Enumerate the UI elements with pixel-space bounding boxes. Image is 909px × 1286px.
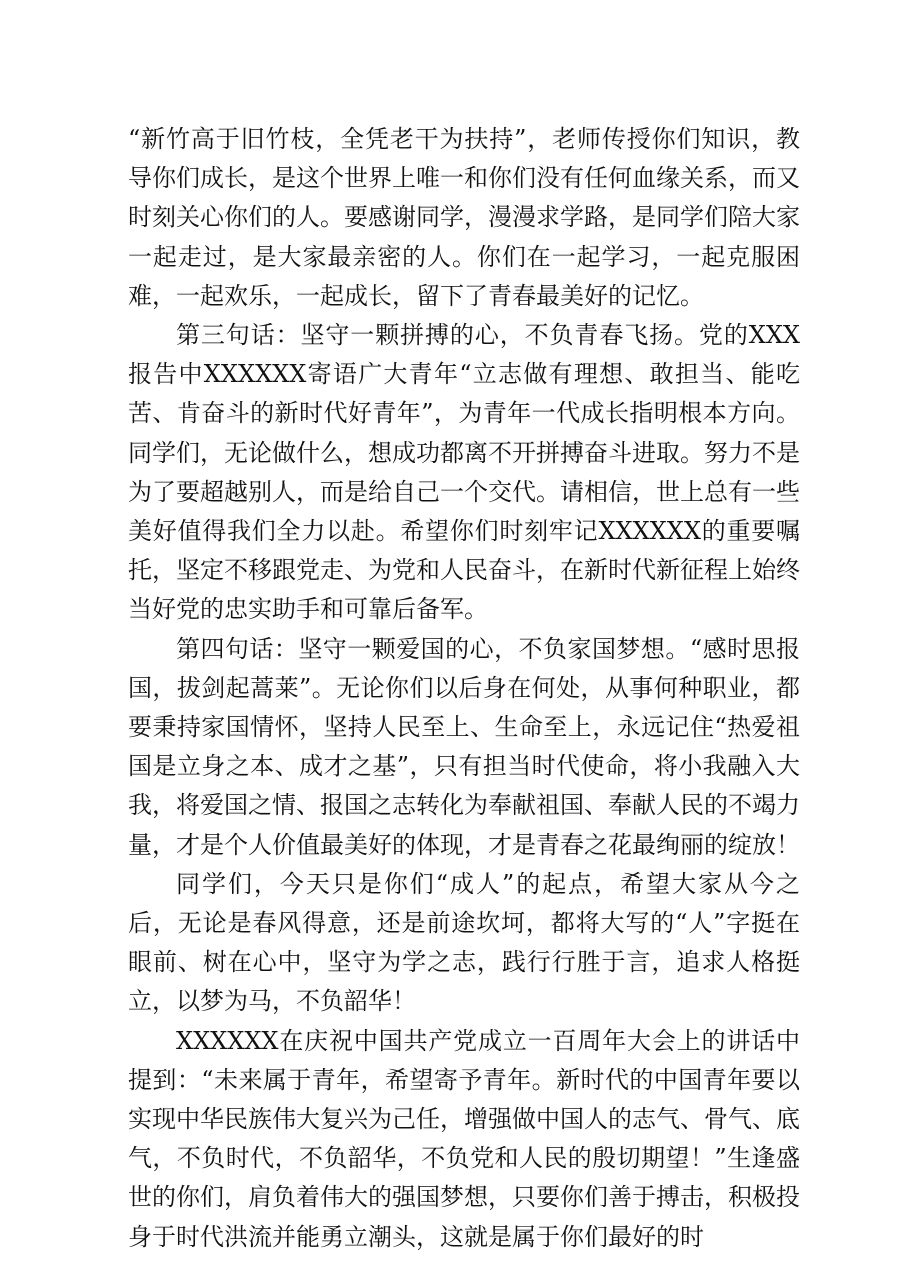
paragraph-centenary-quote: XXXXXX在庆祝中国共产党成立一百周年大会上的讲话中提到：“未来属于青年，希望寄予青年。新时代的中国青年要以实现中华民族伟大复兴为己任，增强做中国人的志气、骨气、底气，不负时代，不负韶华，不负党和人民的殷切期望！”生逢盛世的你们，肩负着伟大的强国梦想，只要你们善于搏击，积极投身于时代洪流并能勇立潮头，这就是属于你们最好的时 <box>128 1026 800 1251</box>
paragraph-third-point: 第三句话：坚守一颗拼搏的心，不负青春飞扬。党的XXX报告中XXXXXX寄语广大青年“立志做有理想、敢担当、能吃苦、肯奋斗的新时代好青年”，为青年一代成长指明根本方向。同学们，无论做什么，想成功都离不开拼搏奋斗进取。努力不是为了要超越别人，而是给自己一个交代。请相信，世上总有一些美好值得我们全力以赴。希望你们时刻牢记XXXXXX的重要嘱托，坚定不移跟党走、为党和人民奋斗，在新时代新征程上始终当好党的忠实助手和可靠后备军。 <box>128 321 800 624</box>
document-body <box>128 120 800 1257</box>
paragraph-teachers-classmates: “新竹高于旧竹枝，全凭老干为扶持”，老师传授你们知识，教导你们成长，是这个世界上唯一和你们没有任何血缘关系，而又时刻关心你们的人。要感谢同学，漫漫求学路，是同学们陪大家一起走过，是大家最亲密的人。你们在一起学习，一起克服困难，一起欢乐，一起成长，留下了青春最美好的记忆。 <box>128 125 800 310</box>
paragraph-coming-of-age: 同学们，今天只是你们“成人”的起点，希望大家从今之后，无论是春风得意，还是前途坎坷，都将大写的“人”字挺在眼前、树在心中，坚守为学之志，践行行胜于言，追求人格挺立，以梦为马，不负韶华！ <box>128 869 800 1016</box>
paragraph-fourth-point: 第四句话：坚守一颗爱国的心，不负家国梦想。“感时思报国，拔剑起蒿莱”。无论你们以后身在何处，从事何种职业，都要秉持家国情怀，坚持人民至上、生命至上，永远记住“热爱祖国是立身之本、成才之基”，只有担当时代使命，将小我融入大我，将爱国之情、报国之志转化为奉献祖国、奉献人民的不竭力量，才是个人价值最美好的体现，才是青春之花最绚丽的绽放！ <box>128 634 800 859</box>
